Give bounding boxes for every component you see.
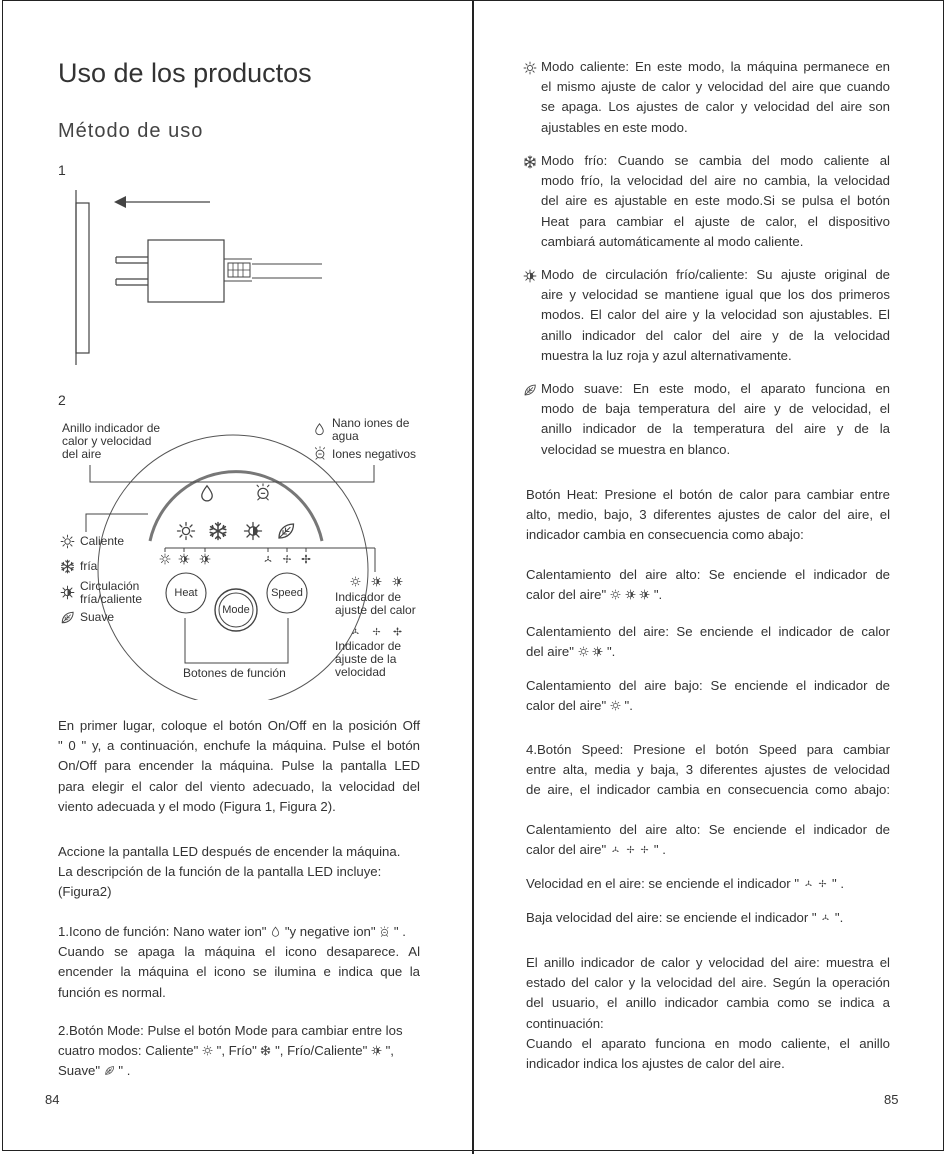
soft-mode-icon xyxy=(276,521,296,541)
heat-mid-paragraph: Calentamiento del aire: Se enciende el indicador de calor del aire" ". xyxy=(526,624,890,660)
heat-button-paragraph: Botón Heat: Presione el botón de calor para cambiar entre alto, medio, bajo, 3 diferentes ajustes de calor del aire, el indicador cambia en consecuencia como abajo: xyxy=(526,487,890,543)
heat-low-sun-icon xyxy=(610,700,621,711)
hot-mode-paragraph: Modo caliente: En este modo, la máquina permanece en el mismo ajuste de calor y velocidad del aire que cuando se apaga. Los ajustes de calor y velocidad del aire son ajustables en este modo. xyxy=(541,59,890,135)
heat-indicator-low-icon xyxy=(350,576,361,587)
nano-water-legend-icon xyxy=(313,422,326,436)
heat-indicator-mid-icon xyxy=(371,576,382,587)
speed-mid-paragraph: Velocidad en el aire: se enciende el indicador " " . xyxy=(526,876,845,891)
page-spine xyxy=(472,0,474,1154)
soft-mode-bullet-icon xyxy=(523,383,537,397)
speed-indicator-mid-icon xyxy=(371,626,382,637)
speed-mid-fan2-icon xyxy=(817,878,828,889)
speed-indicator-low-icon xyxy=(350,626,361,637)
mode-button-paragraph: 2.Botón Mode: Pulse el botón Mode para cambiar entre los cuatro modos: Caliente" ", Frío" ", Frío/Caliente" ", Suave" " . xyxy=(58,1023,403,1079)
page-number-right: 85 xyxy=(884,1092,899,1107)
heat-high-indicator-icon xyxy=(199,553,211,565)
circulation-legend-label: Circulación fría/caliente xyxy=(80,579,143,606)
hot-mode-bullet-icon xyxy=(523,61,537,75)
cold-mode-paragraph: Modo frío: Cuando se cambia del modo caliente al modo frío, la velocidad del aire no cambia, la velocidad del aire es ajustable en este modo.Si se pulsa el botón Heat para cambiar el ajuste de calor, el dispositivo cambiará automáticamente al modo caliente. xyxy=(541,153,890,249)
ring-indicator-label: Anillo indicador de calor y velocidad del aire xyxy=(62,421,161,461)
speed-indicator-high-icon xyxy=(392,626,403,637)
heat-low-paragraph: Calentamiento del aire bajo: Se enciende el indicador de calor del aire" ". xyxy=(526,678,890,714)
page-title: Uso de los productos xyxy=(58,58,312,88)
hot-inline-icon xyxy=(202,1045,213,1056)
speed-high-fan2-icon xyxy=(625,844,636,855)
circulation-mode-icon xyxy=(243,521,263,541)
heat-mid-indicator-icon xyxy=(178,553,190,565)
heat-indicator-high-icon xyxy=(392,576,403,587)
heat-indicator-label: Indicador de ajuste del calor xyxy=(335,590,416,617)
circulation-mode-bullet-icon xyxy=(523,269,537,283)
cold-legend-label: fría xyxy=(80,559,98,573)
negative-ion-label: Iones negativos xyxy=(332,447,417,461)
soft-mode-paragraph: Modo suave: En este modo, el aparato funciona en modo de baja temperatura del aire y de velocidad, el anillo indicador de la temperatura del aire y de la velocidad se muestra en blanco. xyxy=(541,381,890,457)
circulation-legend-icon xyxy=(60,585,75,600)
speed-high-fan1-icon xyxy=(610,844,621,855)
speed-mid-indicator-icon xyxy=(281,553,293,565)
speed-indicator-label: Indicador de ajuste de la velocidad xyxy=(335,639,402,679)
speed-high-fan3-icon xyxy=(639,844,650,855)
speed-high-paragraph: Calentamiento del aire alto: Se enciende el indicador de calor del aire" " . xyxy=(526,822,890,858)
heat-low-indicator-icon xyxy=(159,553,171,565)
soft-legend-icon xyxy=(60,610,75,625)
speed-low-paragraph: Baja velocidad del aire: se enciende el indicador " ". xyxy=(526,910,844,925)
speed-high-indicator-icon xyxy=(300,553,312,565)
heat-mid-circ-icon xyxy=(592,646,603,657)
soft-legend-label: Suave xyxy=(80,610,115,624)
nano-water-label: Nano iones de agua xyxy=(332,416,410,443)
speed-mid-fan1-icon xyxy=(803,878,814,889)
heat-high-sun-icon xyxy=(610,589,621,600)
negative-ion-legend-icon xyxy=(313,446,327,460)
function-icon-paragraph: 1.Icono de función: Nano water ion" "y negative ion" " . Cuando se apaga la máquina el icono desaparece. Al encender la máquina el icono se ilumina e indica que la función es normal. xyxy=(58,924,420,1000)
speed-button[interactable]: Speed xyxy=(271,587,303,599)
soft-inline-icon xyxy=(104,1065,115,1076)
ring-indicator-paragraph: El anillo indicador de calor y velocidad del aire: muestra el estado del calor y la velocidad del aire. Según la operación del usuario, el anillo indicador cambia como se indica a continuación: Cuando el aparato funciona en modo caliente, el anillo indicador indica los ajustes de calor del aire. xyxy=(526,955,890,1072)
heat-mid-sun-icon xyxy=(578,646,589,657)
section-title: Método de uso xyxy=(58,120,204,142)
mode-button[interactable]: Mode xyxy=(222,604,250,616)
negative-ion-inline-icon xyxy=(379,926,390,937)
heat-high-circ-icon xyxy=(625,589,636,600)
heat-button[interactable]: Heat xyxy=(174,587,198,599)
negative-ion-icon xyxy=(254,483,272,501)
led-description-paragraph: Accione la pantalla LED después de encender la máquina. La descripción de la función de la pantalla LED incluye: (Figura2) xyxy=(58,844,401,900)
heat-high-circ2-icon xyxy=(639,589,650,600)
figure-1-number: 1 xyxy=(58,162,66,178)
cold-inline-icon xyxy=(260,1045,271,1056)
nano-water-ion-icon xyxy=(198,484,216,502)
intro-paragraph: En primer lugar, coloque el botón On/Off en la posición Off " 0 " y, a continuación, enchufe la máquina. Pulse el botón On/Off para encender la máquina. Pulse la pantalla LED para elegir el calor del viento adecuado, la velocidad del viento adecuada y el modo (Figura 1, Figura 2). xyxy=(58,718,420,814)
page-number-left: 84 xyxy=(45,1092,60,1107)
nano-water-inline-icon xyxy=(270,926,281,937)
hot-legend-icon xyxy=(60,534,75,549)
speed-button-paragraph: 4.Botón Speed: Presione el botón Speed para cambiar entre alta, media y baja, 3 diferentes ajustes de velocidad de aire, el indicador cambia en consecuencia como abajo: xyxy=(526,742,890,798)
heat-high-paragraph: Calentamiento del aire alto: Se enciende el indicador de calor del aire" ". xyxy=(526,567,890,603)
function-buttons-label: Botones de función xyxy=(183,666,286,680)
cold-legend-icon xyxy=(60,559,75,574)
speed-low-indicator-icon xyxy=(262,553,274,565)
circulation-inline-icon xyxy=(371,1045,382,1056)
figure-2-number: 2 xyxy=(58,392,66,408)
cold-mode-icon xyxy=(208,521,228,541)
hot-mode-icon xyxy=(176,521,196,541)
circulation-mode-paragraph: Modo de circulación frío/caliente: Su ajuste original de aire y velocidad se mantiene igual que los dos primeros modos. El calor del aire y la velocidad son ajustables. El anillo indicador del calor del aire y de la velocidad muestra la luz roja y azul alternativamente. xyxy=(541,267,890,363)
speed-low-fan1-icon xyxy=(820,912,831,923)
hot-legend-label: Caliente xyxy=(80,534,125,548)
cold-mode-bullet-icon xyxy=(523,155,537,169)
